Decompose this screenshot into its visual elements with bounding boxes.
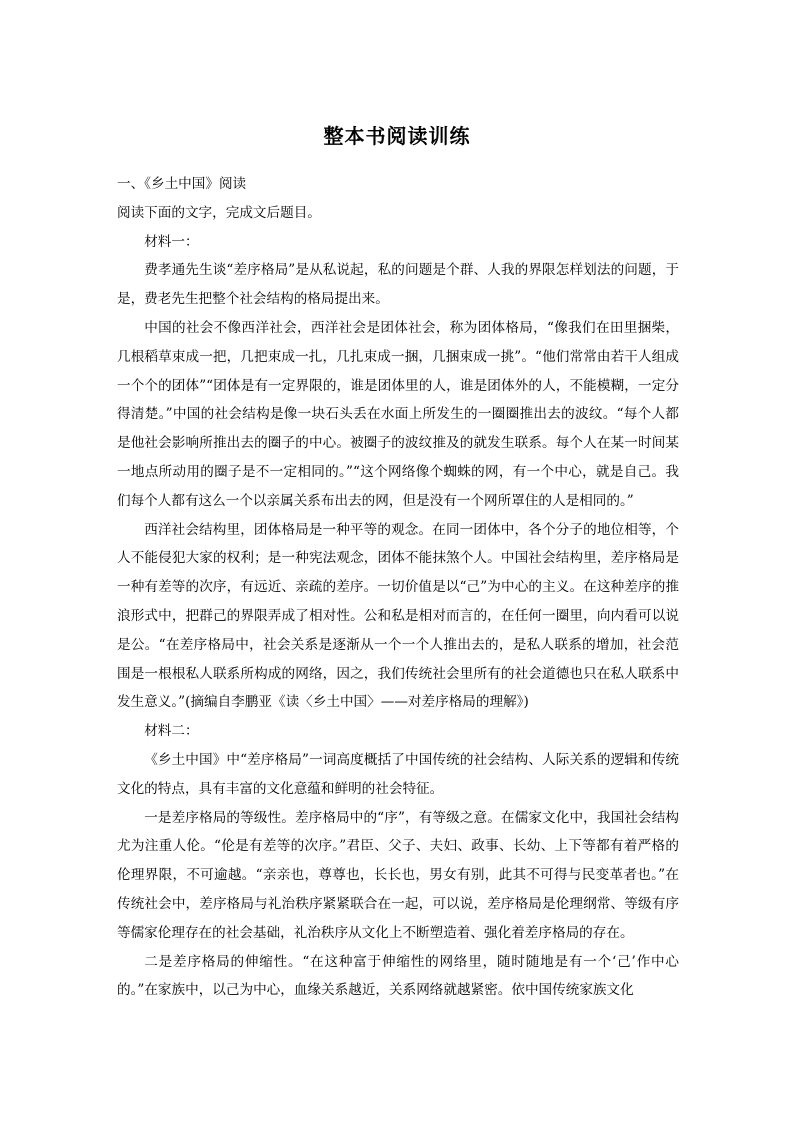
document-body — [117, 170, 679, 1005]
material-two-label: 材料二： — [144, 723, 199, 740]
material-one-paragraph: 中国的社会不像西洋社会，西洋社会是团体社会，称为团体格局，“像我们在田里捆柴，几根稻草束成一把，几把束成一扎，几扎束成一捆，几捆束成一挑”。“他们常常由若干人组成一个个的团体”“团体是有一定界限的，谁是团体里的人，谁是团体外的人，不能模糊，一定分得清楚。”中国的社会结构是像一块石头丢在水面上所发生的一圈圈推出去的波纹。“每个人都是他社会影响所推出去的圈子的中心。被圈子的波纹推及的就发生联系。每个人在某一时间某一地点所动用的圈子是不一定相同的。”“这个网络像个蜘蛛的网，有一个中心，就是自己。我们每个人都有这么一个以亲属关系布出去的网，但是没有一个网所罩住的人是相同的。” — [117, 319, 679, 509]
material-one-label: 材料一： — [144, 233, 199, 250]
section-heading: 一、《乡土中国》阅读 — [117, 176, 247, 192]
material-two-paragraph: 二是差序格局的伸缩性。“在这种富于伸缩性的网络里，随时随地是有一个‘己’作中心的。”在家族中，以己为中心，血缘关系越近，关系网络就越紧密。依中国传统家族文化 — [117, 953, 679, 999]
material-one-paragraph: 费孝通先生谈“差序格局”是从私说起，私的问题是个群、人我的界限怎样划法的问题，于是，费老先生把整个社会结构的格局提出来。 — [117, 262, 679, 308]
instruction-text: 阅读下面的文字，完成文后题目。 — [117, 204, 321, 221]
document-title: 整本书阅读训练 — [323, 124, 471, 148]
material-two-paragraph: 一是差序格局的等级性。差序格局中的“序”，有等级之意。在儒家文化中，我国社会结构尤为注重人伦。“伦是有差等的次序。”君臣、父子、夫妇、政事、长幼、上下等都有着严格的伦理界限，不可逾越。“亲亲也，尊尊也，长长也，男女有别，此其不可得与民变革者也。”在传统社会中，差序格局与礼治秩序紧紧联合在一起，可以说，差序格局是伦理纲常、等级有序等儒家伦理存在的社会基础，礼治秩序从文化上不断塑造着、强化着差序格局的存在。 — [117, 809, 679, 941]
material-one-paragraph: 西洋社会结构里，团体格局是一种平等的观念。在同一团体中，各个分子的地位相等，个人不能侵犯大家的权利；是一种宪法观念，团体不能抹煞个人。中国社会结构里，差序格局是一种有差等的次序，有远近、亲疏的差序。一切价值是以“己”为中心的主义。在这种差序的推浪形式中，把群己的界限弄成了相对性。公和私是相对而言的，在任何一圈里，向内看可以说是公。“在差序格局中，社会关系是逐渐从一个一个人推出去的，是私人联系的增加，社会范围是一根根私人联系所构成的网络，因之，我们传统社会里所有的社会道德也只在私人联系中发生意义。”(摘编自李鹏亚《读〈乡土中国〉——对差序格局的理解》) — [117, 521, 679, 711]
material-two-paragraph: 《乡土中国》中“差序格局”一词高度概括了中国传统的社会结构、人际关系的逻辑和传统文化的特点，具有丰富的文化意蕴和鲜明的社会特征。 — [117, 751, 679, 797]
